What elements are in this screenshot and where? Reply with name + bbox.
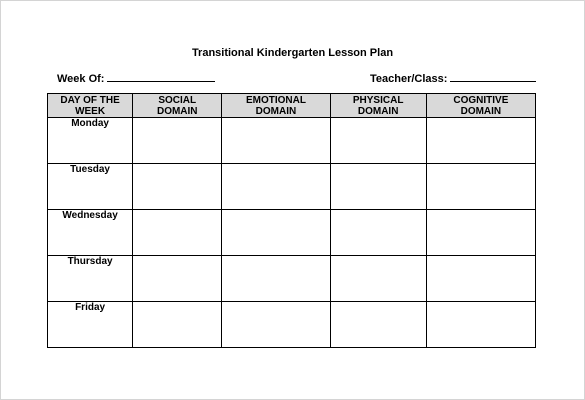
cognitive-cell[interactable] (426, 164, 535, 210)
social-cell[interactable] (133, 210, 222, 256)
social-cell[interactable] (133, 256, 222, 302)
cognitive-cell[interactable] (426, 302, 535, 348)
emotional-cell[interactable] (222, 256, 330, 302)
day-cell-wednesday: Wednesday (48, 210, 133, 256)
table-row (48, 210, 536, 256)
social-cell[interactable] (133, 302, 222, 348)
cognitive-cell[interactable] (426, 118, 535, 164)
table-row (48, 118, 536, 164)
week-of-input-line[interactable] (107, 70, 215, 82)
cognitive-cell[interactable] (426, 210, 535, 256)
table-row (48, 164, 536, 210)
header-physical-domain: PHYSICAL DOMAIN (330, 94, 426, 118)
header-day-of-week: DAY OF THE WEEK (48, 94, 133, 118)
emotional-cell[interactable] (222, 118, 330, 164)
header-social-domain: SOCIAL DOMAIN (133, 94, 222, 118)
cognitive-cell[interactable] (426, 256, 535, 302)
page-title: Transitional Kindergarten Lesson Plan (191, 47, 394, 59)
day-cell-thursday: Thursday (48, 256, 133, 302)
social-cell[interactable] (133, 118, 222, 164)
week-of-label: Week Of: (57, 73, 105, 85)
header-row (48, 94, 536, 118)
physical-cell[interactable] (330, 164, 426, 210)
physical-cell[interactable] (330, 210, 426, 256)
physical-cell[interactable] (330, 302, 426, 348)
emotional-cell[interactable] (222, 164, 330, 210)
day-cell-tuesday: Tuesday (48, 164, 133, 210)
table-row (48, 302, 536, 348)
day-cell-friday: Friday (48, 302, 133, 348)
teacher-class-label: Teacher/Class: (370, 73, 448, 85)
lesson-plan-table (47, 93, 536, 348)
teacher-class-field (370, 70, 536, 85)
teacher-class-input-line[interactable] (450, 70, 536, 82)
table-row (48, 256, 536, 302)
header-emotional-domain: EMOTIONAL DOMAIN (222, 94, 330, 118)
emotional-cell[interactable] (222, 210, 330, 256)
day-cell-monday: Monday (48, 118, 133, 164)
physical-cell[interactable] (330, 118, 426, 164)
physical-cell[interactable] (330, 256, 426, 302)
emotional-cell[interactable] (222, 302, 330, 348)
social-cell[interactable] (133, 164, 222, 210)
week-of-field (57, 70, 215, 85)
header-cognitive-domain: COGNITIVE DOMAIN (426, 94, 535, 118)
